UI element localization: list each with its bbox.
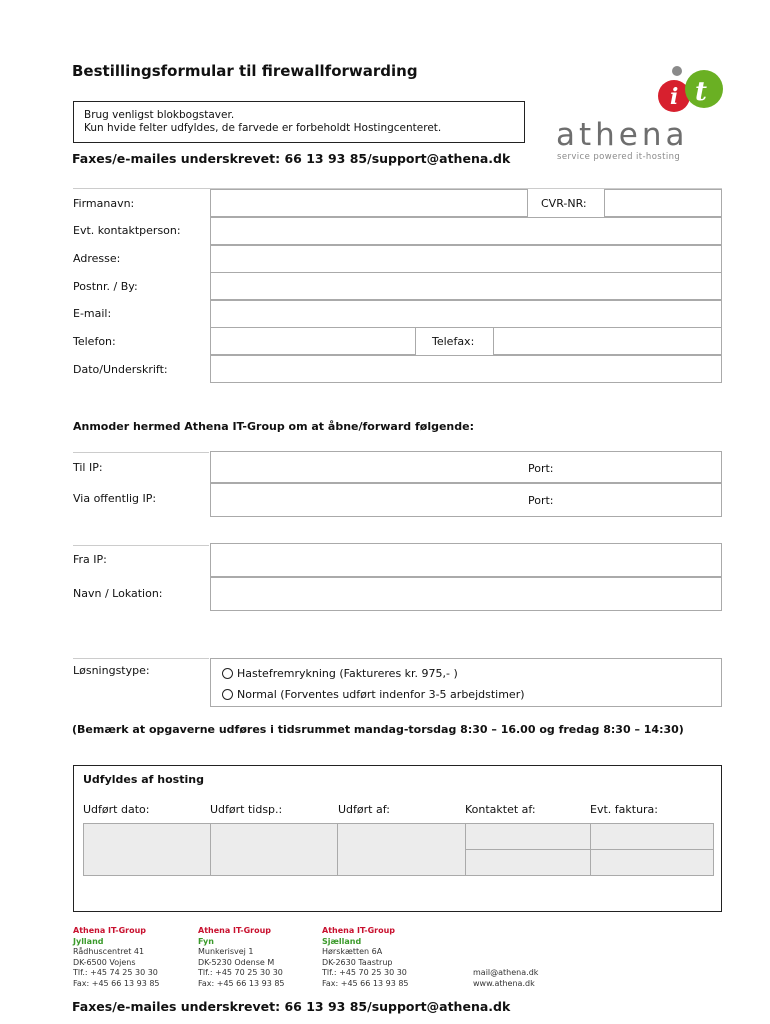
hosting-heading: Udfyldes af hosting [83, 773, 204, 786]
zip-city-label: Postnr. / By: [73, 280, 138, 293]
to-ip-field[interactable] [210, 451, 722, 483]
office-street: Hørskætten 6A [322, 947, 383, 956]
address-label: Adresse: [73, 252, 121, 265]
office-street: Rådhuscentret 41 [73, 947, 145, 956]
office-phone: Tlf.: +45 70 25 30 30 [322, 968, 407, 977]
done-time-label: Udført tidsp.: [210, 803, 283, 816]
hosting-section [73, 765, 722, 912]
email-field[interactable] [210, 300, 722, 328]
invoice-cell [590, 823, 714, 850]
badge-letter-t: t [695, 77, 708, 107]
solution-type-label: Løsningstype: [73, 664, 150, 677]
office-city: DK-6500 Vojens [73, 957, 136, 967]
solution-type-box [210, 658, 722, 707]
cvr-field[interactable] [604, 189, 722, 217]
divider [73, 658, 209, 659]
email-label: E-mail: [73, 307, 112, 320]
date-signature-field[interactable] [210, 355, 722, 383]
phone-label: Telefon: [73, 335, 116, 348]
office-company: Athena IT-Group [198, 926, 272, 935]
office-phone: Tlf.: +45 74 25 30 30 [73, 968, 158, 977]
office-sjaelland [322, 926, 409, 989]
contact-info [473, 968, 538, 989]
name-location-field[interactable] [210, 577, 722, 611]
contacted-by-label: Kontaktet af: [465, 803, 536, 816]
done-by-cell [337, 823, 466, 876]
phone-field[interactable] [210, 327, 416, 355]
instruction-line-2: Kun hvide felter udfyldes, de farvede er forbeholdt Hostingcenteret. [84, 122, 442, 134]
office-fyn [198, 926, 285, 989]
office-region: Sjælland [322, 936, 362, 946]
hours-note: (Bemærk at opgaverne udføres i tidsrummet mandag-torsdag 8:30 – 16.00 og fredag 8:30 – 14:30) [72, 723, 684, 736]
contacted-by-cell-2 [465, 849, 591, 876]
office-jylland [73, 926, 160, 989]
from-ip-label: Fra IP: [73, 553, 107, 566]
fax-field[interactable] [493, 327, 722, 355]
from-ip-field[interactable] [210, 543, 722, 577]
badge-letter-i: i [670, 84, 679, 110]
company-field[interactable] [210, 189, 528, 217]
company-label: Firmanavn: [73, 197, 135, 210]
fax-label: Telefax: [432, 335, 475, 348]
invoice-label: Evt. faktura: [590, 803, 659, 816]
instructions-box [73, 101, 525, 143]
office-city: DK-5230 Odense M [198, 957, 275, 967]
fax-header: Faxes/e-mailes underskrevet: 66 13 93 85/support@athena.dk [72, 151, 511, 166]
zip-city-field[interactable] [210, 272, 722, 300]
office-fax: Fax: +45 66 13 93 85 [322, 978, 409, 988]
port-label: Port: [528, 494, 554, 507]
office-region: Jylland [73, 936, 104, 946]
contact-field[interactable] [210, 217, 722, 245]
request-heading: Anmoder hermed Athena IT-Group om at åbne/forward følgende: [73, 420, 474, 433]
date-signature-label: Dato/Underskrift: [73, 363, 168, 376]
office-city: DK-2630 Taastrup [322, 957, 393, 967]
contact-website[interactable]: www.athena.dk [473, 978, 535, 988]
office-company: Athena IT-Group [322, 926, 396, 935]
office-street: Munkerisvej 1 [198, 947, 254, 956]
page-title: Bestillingsformular til firewallforwarding [72, 62, 418, 80]
rush-option-label: Hastefremrykning (Faktureres kr. 975,- ) [237, 667, 458, 680]
to-ip-label: Til IP: [73, 461, 103, 474]
cvr-label: CVR-NR: [541, 197, 587, 210]
name-location-label: Navn / Lokation: [73, 587, 163, 600]
public-ip-field[interactable] [210, 483, 722, 517]
invoice-cell-2 [590, 849, 714, 876]
normal-option-label: Normal (Forventes udført indenfor 3-5 arbejdstimer) [237, 688, 525, 701]
logo-wordmark: athena [556, 117, 689, 153]
normal-radio[interactable] [222, 689, 233, 700]
done-by-label: Udført af: [338, 803, 390, 816]
athena-logo [540, 60, 730, 170]
contact-label: Evt. kontaktperson: [73, 224, 181, 237]
office-company: Athena IT-Group [73, 926, 147, 935]
logo-tagline: service powered it-hosting [557, 152, 681, 162]
done-date-label: Udført dato: [83, 803, 150, 816]
address-field[interactable] [210, 245, 722, 273]
port-label: Port: [528, 462, 554, 475]
divider [73, 545, 209, 546]
divider [73, 452, 209, 453]
office-fax: Fax: +45 66 13 93 85 [198, 978, 285, 988]
rush-radio[interactable] [222, 668, 233, 679]
office-fax: Fax: +45 66 13 93 85 [73, 978, 160, 988]
contacted-by-cell [465, 823, 591, 850]
office-phone: Tlf.: +45 70 25 30 30 [198, 968, 283, 977]
instruction-line-1: Brug venligst blokbogstaver. [84, 109, 235, 121]
office-region: Fyn [198, 936, 214, 946]
done-time-cell [210, 823, 338, 876]
public-ip-label: Via offentlig IP: [73, 492, 157, 505]
fax-footer: Faxes/e-mailes underskrevet: 66 13 93 85/support@athena.dk [72, 999, 511, 1014]
contact-email[interactable]: mail@athena.dk [473, 968, 539, 977]
done-date-cell [83, 823, 211, 876]
